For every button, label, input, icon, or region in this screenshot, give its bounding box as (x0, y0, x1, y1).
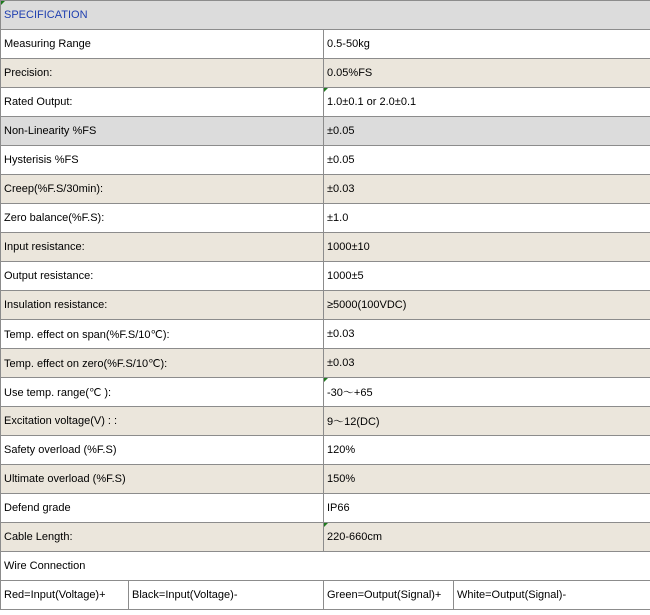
row-value: 220-660cm (324, 523, 650, 552)
row-label: Precision: (1, 59, 324, 88)
table-row (1, 175, 650, 204)
table-row (1, 465, 650, 494)
row-label: Zero balance(%F.S): (1, 204, 324, 233)
table-row (1, 88, 650, 117)
row-label: Output resistance: (1, 262, 324, 291)
row-value: IP66 (324, 494, 650, 523)
table-row (1, 262, 650, 291)
table-row (1, 407, 650, 436)
row-value: ±0.03 (324, 175, 650, 204)
table-row (1, 494, 650, 523)
wire-red: Red=Input(Voltage)+ (1, 581, 129, 610)
row-label: Ultimate overload (%F.S) (1, 465, 324, 494)
row-label: Temp. effect on zero(%F.S/10℃): (1, 349, 324, 378)
row-label: Creep(%F.S/30min): (1, 175, 324, 204)
table-row (1, 436, 650, 465)
row-value: -30～+65 (324, 378, 650, 407)
row-value: 120% (324, 436, 650, 465)
table-row (1, 378, 650, 407)
row-label: Measuring Range (1, 30, 324, 59)
row-label: Excitation voltage(V) : : (1, 407, 324, 436)
row-value: 1.0±0.1 or 2.0±0.1 (324, 88, 650, 117)
row-value: 150% (324, 465, 650, 494)
table-row (1, 320, 650, 349)
row-label: Insulation resistance: (1, 291, 324, 320)
wire-connection-row (1, 552, 650, 581)
row-value: ±1.0 (324, 204, 650, 233)
row-label: Cable Length: (1, 523, 324, 552)
row-value: 1000±5 (324, 262, 650, 291)
table-row (1, 117, 650, 146)
row-label: Defend grade (1, 494, 324, 523)
row-value: 1000±10 (324, 233, 650, 262)
table-row (1, 291, 650, 320)
row-label: Safety overload (%F.S) (1, 436, 324, 465)
row-value: ±0.03 (324, 320, 650, 349)
table-row (1, 349, 650, 378)
row-value: 0.05%FS (324, 59, 650, 88)
table-row (1, 146, 650, 175)
row-value: ±0.03 (324, 349, 650, 378)
row-value: ±0.05 (324, 117, 650, 146)
wire-white: White=Output(Signal)- (454, 581, 650, 610)
wire-connection-title: Wire Connection (1, 552, 650, 581)
row-label: Non-Linearity %FS (1, 117, 324, 146)
wire-green: Green=Output(Signal)+ (324, 581, 454, 610)
table-row (1, 523, 650, 552)
row-value: ≥5000(100VDC) (324, 291, 650, 320)
wire-colors-row (1, 581, 650, 610)
table-header-row (1, 1, 650, 30)
row-label: Use temp. range(℃ ): (1, 378, 324, 407)
table-title: SPECIFICATION (1, 1, 650, 30)
row-value: 0.5-50kg (324, 30, 650, 59)
row-label: Rated Output: (1, 88, 324, 117)
table-row (1, 204, 650, 233)
row-label: Input resistance: (1, 233, 324, 262)
table-row (1, 59, 650, 88)
row-value: ±0.05 (324, 146, 650, 175)
table-row (1, 30, 650, 59)
wire-black: Black=Input(Voltage)- (129, 581, 324, 610)
row-label: Temp. effect on span(%F.S/10℃): (1, 320, 324, 349)
row-label: Hysterisis %FS (1, 146, 324, 175)
row-value: 9～12(DC) (324, 407, 650, 436)
table-row (1, 233, 650, 262)
